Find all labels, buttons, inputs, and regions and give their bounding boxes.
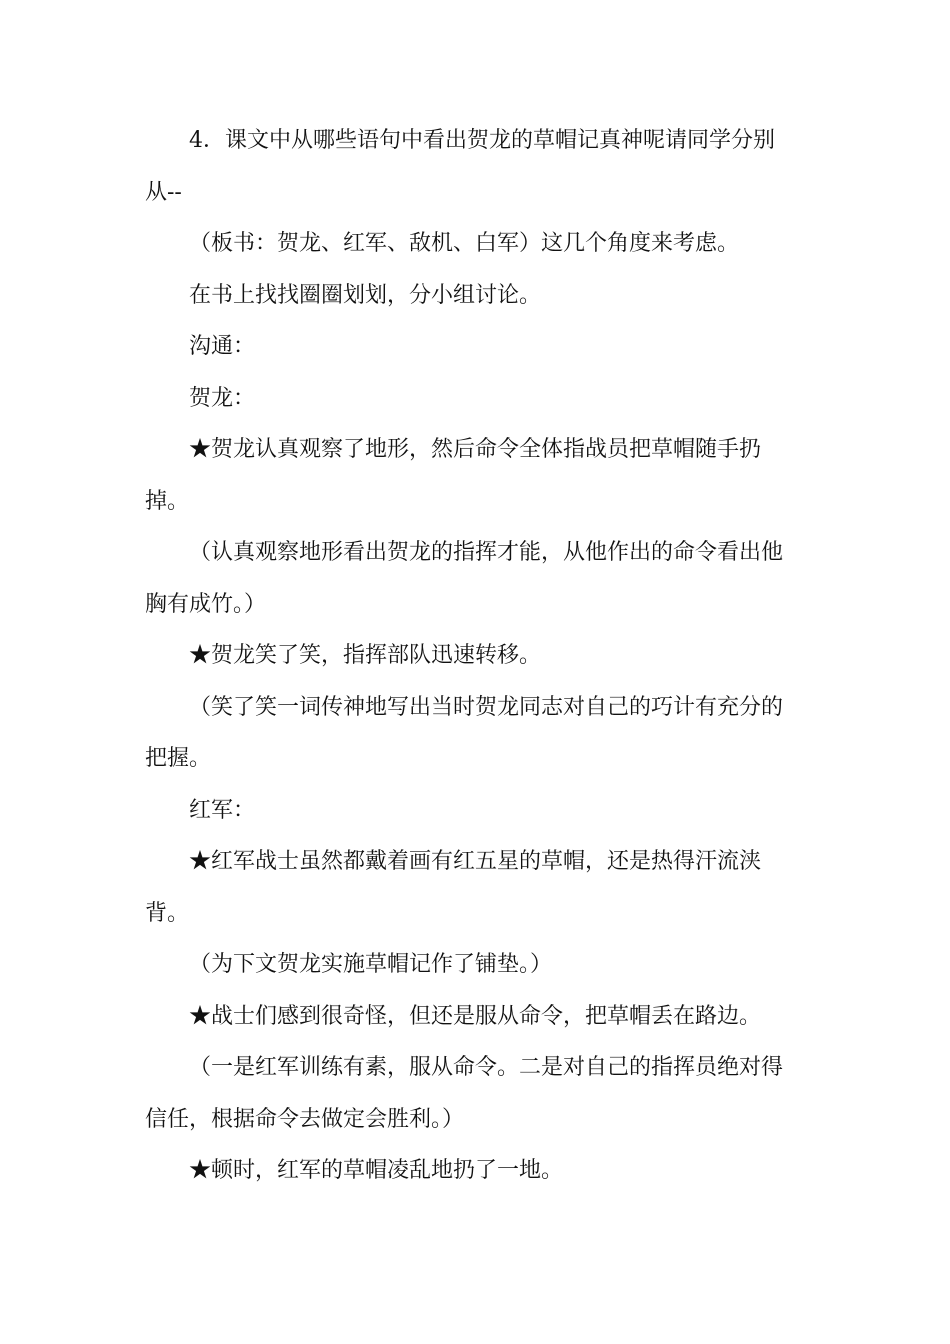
paragraph-helong-quote-1: ★贺龙认真观察了地形，然后命令全体指战员把草帽随手扔掉。 — [145, 437, 762, 514]
paragraph-communication-heading: 沟通： — [189, 334, 256, 359]
paragraph-question-4: 4．课文中从哪些语句中看出贺龙的草帽记真神呢请同学分别从-- — [145, 128, 775, 205]
paragraph-red-army-quote-1: ★红军战士虽然都戴着画有红五星的草帽，还是热得汗流浃背。 — [145, 849, 762, 926]
paragraph-discussion-instruction: 在书上找找圈圈划划，分小组讨论。 — [189, 282, 542, 308]
paragraph-helong-comment-1: （认真观察地形看出贺龙的指挥才能，从他作出的命令看出他胸有成竹。） — [145, 540, 784, 617]
paragraph-red-army-heading: 红军： — [189, 797, 256, 823]
paragraph-helong-quote-2: ★贺龙笑了笑，指挥部队迅速转移。 — [189, 643, 542, 668]
paragraph-red-army-comment-2: （一是红军训练有素，服从命令。二是对自己的指挥员绝对得信任，根据命令去做定会胜利。） — [145, 1055, 784, 1132]
paragraph-helong-heading: 贺龙： — [189, 385, 256, 411]
paragraph-red-army-quote-3: ★顿时，红军的草帽凌乱地扔了一地。 — [189, 1158, 564, 1183]
paragraph-helong-comment-2: （笑了笑一词传神地写出当时贺龙同志对自己的巧计有充分的把握。 — [145, 694, 784, 771]
paragraph-blackboard-note: （板书：贺龙、红军、敌机、白军）这几个角度来考虑。 — [189, 231, 740, 256]
paragraph-red-army-comment-1: （为下文贺龙实施草帽记作了铺垫。） — [189, 952, 553, 977]
document-body — [145, 115, 795, 1197]
paragraph-red-army-quote-2: ★战士们感到很奇怪，但还是服从命令，把草帽丢在路边。 — [189, 1003, 762, 1029]
